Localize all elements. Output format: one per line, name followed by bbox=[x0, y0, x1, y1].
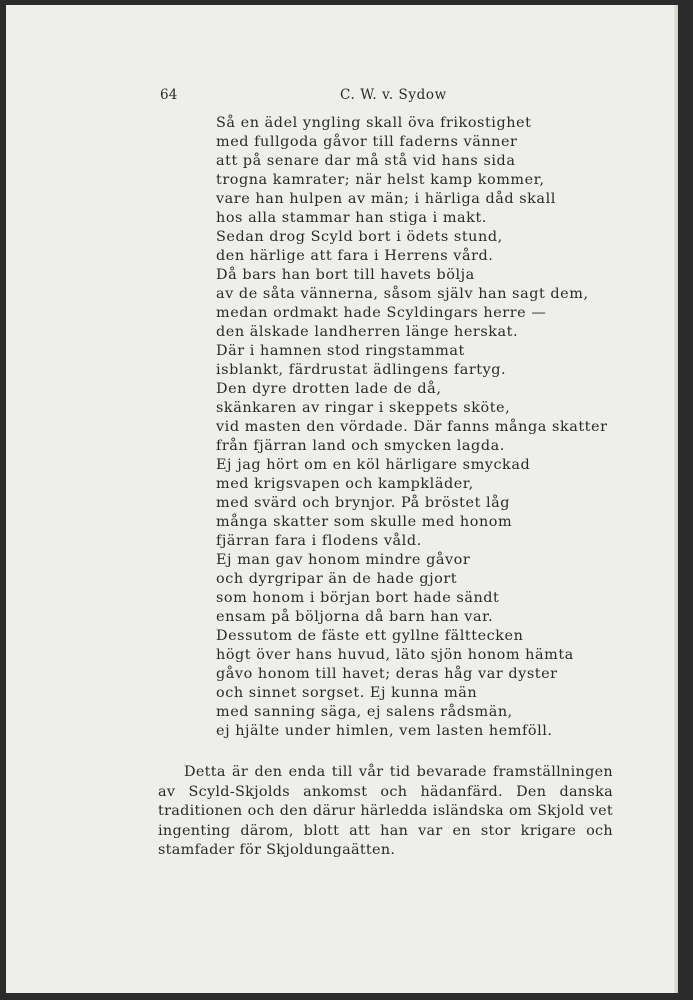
verse-line: den härlige att fara i Herrens vård. bbox=[216, 248, 494, 264]
verse-line: Den dyre drotten lade de då, bbox=[216, 381, 442, 397]
verse-line: och dyrgripar än de hade gjort bbox=[216, 571, 458, 587]
verse-line: från fjärran land och smycken lagda. bbox=[216, 438, 505, 454]
verse-line: med svärd och brynjor. På bröstet låg bbox=[216, 495, 511, 511]
verse-line: högt över hans huvud, läto sjön honom hämta bbox=[216, 647, 574, 663]
verse-line: den älskade landherren länge herskat. bbox=[216, 324, 519, 340]
verse-line: Sedan drog Scyld bort i ödets stund, bbox=[216, 229, 503, 245]
running-head-author: C. W. v. Sydow bbox=[340, 87, 447, 103]
verse-line: medan ordmakt hade Scyldingars herre — bbox=[216, 305, 547, 321]
verse-line: många skatter som skulle med honom bbox=[216, 514, 513, 530]
verse-line: Ej man gav honom mindre gåvor bbox=[216, 552, 471, 568]
verse-line: trogna kamrater; när helst kamp kommer, bbox=[216, 172, 545, 188]
verse-line: Då bars han bort till havets bölja bbox=[216, 267, 475, 283]
verse-line: ej hjälte under himlen, vem lasten hemföll. bbox=[216, 723, 553, 739]
verse-line: med fullgoda gåvor till faderns vänner bbox=[216, 134, 518, 150]
verse-line: och sinnet sorgset. Ej kunna män bbox=[216, 685, 478, 701]
verse-line: Så en ädel yngling skall öva frikostighet bbox=[216, 115, 532, 131]
verse-line: Där i hamnen stod ringstammat bbox=[216, 343, 465, 359]
book-page bbox=[6, 5, 678, 993]
page-edge bbox=[674, 5, 678, 993]
running-head bbox=[6, 87, 678, 107]
verse-line: isblankt, färdrustat ädlingens fartyg. bbox=[216, 362, 507, 378]
verse-line: gåvo honom till havet; deras håg var dyster bbox=[216, 666, 558, 682]
verse-line: vid masten den vördade. Där fanns många skatter bbox=[216, 419, 608, 435]
verse-line: med krigsvapen och kampkläder, bbox=[216, 476, 474, 492]
verse-line: av de såta vännerna, såsom själv han sagt dem, bbox=[216, 286, 589, 302]
verse-line: fjärran fara i flodens våld. bbox=[216, 533, 422, 549]
verse-line: Dessutom de fäste ett gyllne fälttecken bbox=[216, 628, 524, 644]
verse-line: med sanning säga, ej salens rådsmän, bbox=[216, 704, 513, 720]
verse-block bbox=[216, 114, 608, 741]
verse-line: skänkaren av ringar i skeppets sköte, bbox=[216, 400, 511, 416]
verse-line: hos alla stammar han stiga i makt. bbox=[216, 210, 487, 226]
verse-line: ensam på böljorna då barn han var. bbox=[216, 609, 494, 625]
page-number: 64 bbox=[160, 87, 178, 103]
verse-line: vare han hulpen av män; i härliga dåd skall bbox=[216, 191, 556, 207]
verse-line: som honom i början bort hade sändt bbox=[216, 590, 500, 606]
verse-line: Ej jag hört om en köl härligare smyckad bbox=[216, 457, 531, 473]
verse-line: att på senare dar må stå vid hans sida bbox=[216, 153, 516, 169]
prose-paragraph: Detta är den enda till vår tid bevarade framställningen av Scyld-Skjolds ankomst och hädanfärd. Den danska traditionen och den därur härledda isländska om Skjold vet ingenting därom, blott att han var en stor krigare och stamfader för Skjoldungaätten. bbox=[158, 764, 613, 858]
